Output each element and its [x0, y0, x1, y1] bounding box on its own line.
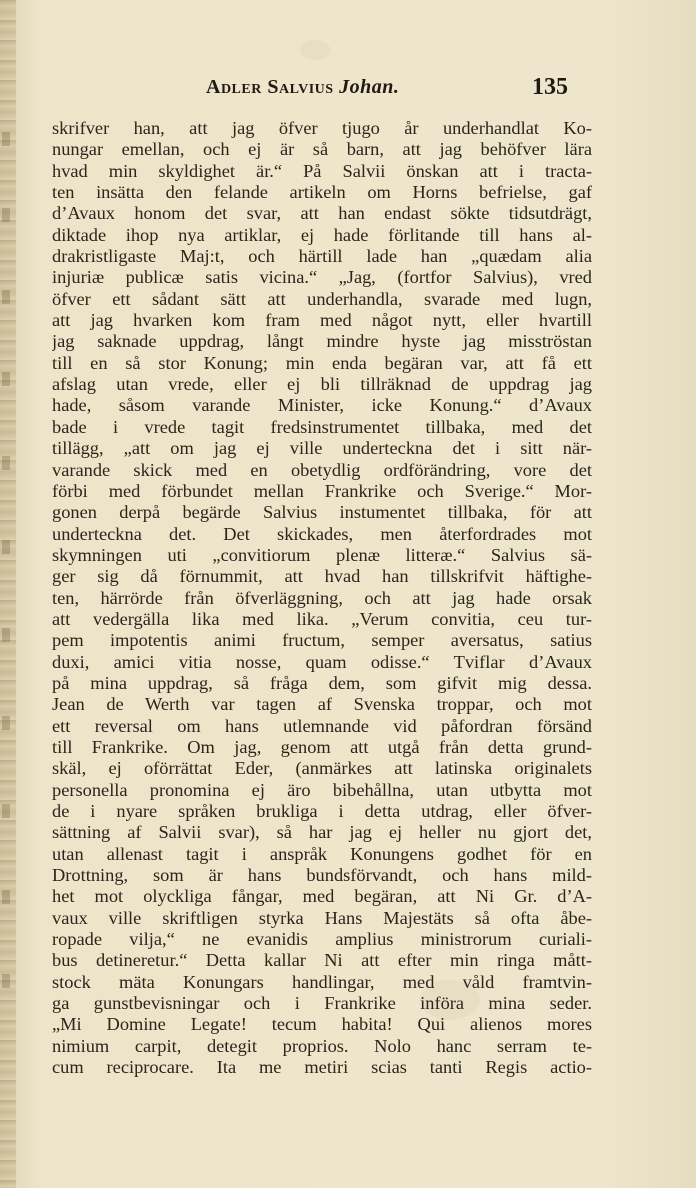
- text-line: att jag hvarken kom fram med något nytt, eller hvartill: [52, 310, 592, 331]
- text-line: öfver ett sådant sätt att underhandla, svarade med lugn,: [52, 288, 592, 309]
- running-header: [0, 72, 696, 104]
- binding-mark: [2, 132, 10, 146]
- text-line: till en så stor Konung; min enda begäran var, att få ett: [52, 352, 592, 373]
- text-line: afslag utan vrede, eller ej bli tillräknad de uppdrag jag: [52, 374, 592, 395]
- text-line: på mina uppdrag, så fråga dem, som gifvit mig dessa.: [52, 672, 592, 693]
- text-line: cum reciprocare. Ita me metiri scias tanti Regis actio-: [52, 1057, 592, 1078]
- text-line: Drottning, som är hans bundsförvandt, och hans mild-: [52, 865, 592, 886]
- text-line: diktade ihop nya artiklar, ej hade förlitande till hans al-: [52, 224, 592, 245]
- text-line: förbi med förbundet mellan Frankrike och Sverige.“ Mor-: [52, 480, 592, 501]
- text-line: het mot olyckliga fångar, med begäran, att Ni Gr. d’A-: [52, 886, 592, 907]
- body-text: [52, 118, 592, 1078]
- text-line: skäl, ej oförrättat Eder, (anmärkes att latinska originalets: [52, 758, 592, 779]
- text-line: injuriæ publicæ satis vicina.“ „Jag, (fortfor Salvius), vred: [52, 267, 592, 288]
- text-line: jag saknade uppdrag, långt mindre hyste jag misströstan: [52, 331, 592, 352]
- text-line: tillägg, „att om jag ej ville underteckna det i sitt när-: [52, 438, 592, 459]
- text-line: varande skick med en obetydlig ordförändring, vore det: [52, 459, 592, 480]
- paper-stain: [300, 40, 330, 60]
- running-title: [206, 76, 399, 99]
- text-line: d’Avaux honom det svar, att han endast sökte tidsutdrägt,: [52, 203, 592, 224]
- text-line: underteckna det. Det skickades, men återfordrades mot: [52, 523, 592, 544]
- text-line: ten insätta den felande artikeln om Horns befrielse, gaf: [52, 182, 592, 203]
- text-line: ropade vilja,“ ne evanidis amplius ministrorum curiali-: [52, 929, 592, 950]
- text-line: nungar emellan, och ej är så barn, att jag behöfver lära: [52, 139, 592, 160]
- binding-mark: [2, 890, 10, 904]
- text-line: till Frankrike. Om jag, genom att utgå från detta grund-: [52, 736, 592, 757]
- text-line: hvad min skyldighet är.“ På Salvii önskan att i tracta-: [52, 160, 592, 181]
- binding-mark: [2, 456, 10, 470]
- text-line: ett reversal om hans utlemnande vid påfordran försänd: [52, 715, 592, 736]
- text-line: duxi, amici vitia nosse, quam odisse.“ Tviflar d’Avaux: [52, 651, 592, 672]
- binding-mark: [2, 974, 10, 988]
- text-line: utan allenast tagit i anspråk Konungens godhet för en: [52, 843, 592, 864]
- text-line: ger sig då förnummit, att hvad han tillskrifvit häftighe-: [52, 566, 592, 587]
- running-title-main: Adler Salvius: [206, 76, 334, 98]
- text-line: ten, härrörde från öfverläggning, och att jag hade orsak: [52, 587, 592, 608]
- text-line: vaux ville skriftligen styrka Hans Majestäts så ofta åbe-: [52, 907, 592, 928]
- text-line: skrifver han, att jag öfver tjugo år underhandlat Ko-: [52, 118, 592, 138]
- text-line: personella pronomina ej äro bibehållna, utan utbytta mot: [52, 779, 592, 800]
- binding-mark: [2, 208, 10, 222]
- text-line: stock mäta Konungars handlingar, med våld framtvin-: [52, 971, 592, 992]
- text-line: bade i vrede tagit fredsinstrumentet tillbaka, med det: [52, 416, 592, 437]
- binding-mark: [2, 628, 10, 642]
- binding-mark: [2, 716, 10, 730]
- binding-mark: [2, 290, 10, 304]
- text-line: drakristligaste Maj:t, och härtill lade han „quædam alia: [52, 246, 592, 267]
- binding-mark: [2, 540, 10, 554]
- text-line: sättning af Salvii svar), så har jag ej heller nu gjort det,: [52, 822, 592, 843]
- text-line: att vedergälla lika med lika. „Verum convitia, ceu tur-: [52, 608, 592, 629]
- text-line: gonen derpå begärde Salvius instumentet tillbaka, för att: [52, 502, 592, 523]
- text-line: hade, såsom varande Minister, icke Konung.“ d’Avaux: [52, 395, 592, 416]
- text-line: Jean de Werth var tagen af Svenska troppar, och mot: [52, 694, 592, 715]
- text-line: de i nyare språken brukliga i detta utdrag, eller öfver-: [52, 801, 592, 821]
- text-line: bus detineretur.“ Detta kallar Ni att efter min ringa mått-: [52, 950, 592, 971]
- binding-mark: [2, 804, 10, 818]
- text-line: nimium carpit, detegit proprios. Nolo hanc serram te-: [52, 1035, 592, 1056]
- text-line: ga gunstbevisningar och i Frankrike införa mina seder.: [52, 993, 592, 1014]
- page-number: 135: [532, 74, 568, 100]
- binding-mark: [2, 372, 10, 386]
- page-binding-edge: [0, 0, 16, 1188]
- text-line: „Mi Domine Legate! tecum habita! Qui alienos mores: [52, 1014, 592, 1035]
- text-line: pem impotentis animi fructum, semper aversatus, satius: [52, 630, 592, 651]
- text-line: skymningen uti „convitiorum plenæ litteræ.“ Salvius sä-: [52, 544, 592, 565]
- running-title-italic: Johan.: [339, 76, 400, 98]
